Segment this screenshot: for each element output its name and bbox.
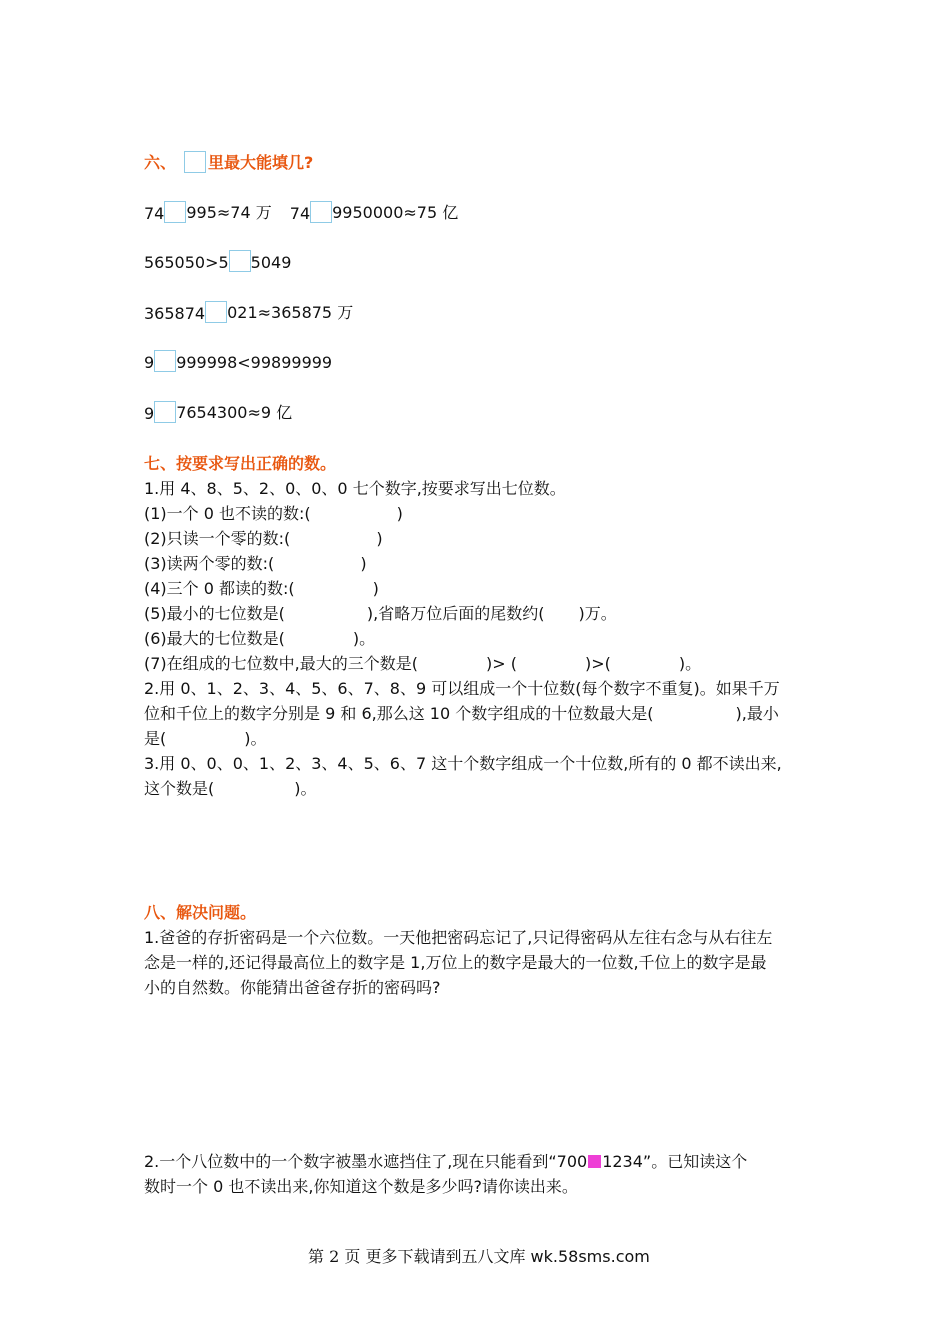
s6-item-2-after: 9950000≈75 亿 bbox=[332, 203, 459, 222]
s7-p4-text: (4)三个 0 都读的数:( bbox=[144, 579, 295, 598]
s6-item-3-before: 565050>5 bbox=[144, 253, 229, 272]
section-7-heading: 七、按要求写出正确的数。 bbox=[144, 454, 337, 473]
s7-q3-line-1: 3.用 0、0、0、1、2、3、4、5、6、7 这十个数字组成一个十位数,所有的 0 都不读出来, bbox=[144, 754, 782, 773]
s7-q1-part-2 bbox=[144, 526, 383, 549]
s6-item-4-after: 021≈365875 万 bbox=[227, 303, 354, 322]
s6-item-1-row bbox=[144, 200, 458, 223]
footer-link[interactable]: wk.58sms.com bbox=[530, 1247, 650, 1266]
s7-p5-mid: ),省略万位后面的尾数约( bbox=[366, 604, 545, 623]
s7-p7-sep1: )> ( bbox=[486, 654, 517, 673]
s6-item-1-box[interactable] bbox=[164, 201, 186, 223]
s6-item-4-row bbox=[144, 300, 353, 323]
s7-p7-sep2: )>( bbox=[584, 654, 611, 673]
s7-q1-part-7 bbox=[144, 651, 701, 674]
s6-item-5-before: 9 bbox=[144, 353, 155, 372]
s7-p2-text: (2)只读一个零的数:( bbox=[144, 529, 291, 548]
s8-q2-line-2: 数时一个 0 也不读出来,你知道这个数是多少吗?请你读出来。 bbox=[144, 1177, 578, 1196]
section-8-heading: 八、解决问题。 bbox=[144, 903, 257, 922]
s6-item-5-after: 999998<99899999 bbox=[176, 353, 333, 372]
s7-q2-line-3 bbox=[144, 726, 267, 749]
s6-item-6-box[interactable] bbox=[154, 401, 176, 423]
s7-p6-text: (6)最大的七位数是( bbox=[144, 629, 285, 648]
s8-q1-line-2: 念是一样的,还记得最高位上的数字是 1,万位上的数字是最大的一位数,千位上的数字是最 bbox=[144, 953, 767, 972]
s7-p7-text: (7)在组成的七位数中,最大的三个数是( bbox=[144, 654, 418, 673]
s6-item-5-box[interactable] bbox=[154, 350, 176, 372]
s6-item-2-before: 74 bbox=[289, 204, 311, 223]
s7-p3-close: ) bbox=[360, 554, 367, 573]
s6-item-6-row bbox=[144, 400, 292, 423]
s7-p6-close: )。 bbox=[352, 629, 376, 648]
s7-q1-part-5 bbox=[144, 601, 617, 624]
s7-p7-end: )。 bbox=[678, 654, 702, 673]
s7-p1-close: ) bbox=[396, 504, 403, 523]
s7-p3-text: (3)读两个零的数:( bbox=[144, 554, 275, 573]
s7-q1-part-3 bbox=[144, 551, 367, 574]
s7-q1-part-4 bbox=[144, 576, 379, 599]
s6-item-6-before: 9 bbox=[144, 404, 155, 423]
s7-q2-line-1: 2.用 0、1、2、3、4、5、6、7、8、9 可以组成一个十位数(每个数字不重复)。如果千万 bbox=[144, 679, 780, 698]
s8-q2-line-1 bbox=[144, 1149, 747, 1172]
s6-item-6-after: 7654300≈9 亿 bbox=[176, 403, 293, 422]
s7-q1-intro: 1.用 4、8、5、2、0、0、0 七个数字,按要求写出七位数。 bbox=[144, 479, 566, 498]
s6-item-4-before: 365874 bbox=[144, 304, 206, 323]
s6-item-2-box[interactable] bbox=[310, 201, 332, 223]
s7-q1-part-1 bbox=[144, 501, 403, 524]
s6-item-5-row bbox=[144, 350, 332, 372]
s7-q2-l3-text: 是( bbox=[144, 729, 167, 748]
section-6-heading-suffix: 里最大能填几? bbox=[208, 153, 314, 172]
s7-p2-close: ) bbox=[376, 529, 383, 548]
s7-p5-end: )万。 bbox=[578, 604, 617, 623]
s8-q2-l1-end: 1234”。已知读这个 bbox=[602, 1152, 748, 1171]
s8-q1-line-1: 1.爸爸的存折密码是一个六位数。一天他把密码忘记了,只记得密码从左往右念与从右往左 bbox=[144, 928, 773, 947]
s6-item-1-before: 74 bbox=[144, 204, 165, 223]
ink-blot-icon bbox=[588, 1155, 601, 1168]
s7-p1-text: (1)一个 0 也不读的数:( bbox=[144, 504, 311, 523]
s6-item-3-box[interactable] bbox=[229, 250, 251, 272]
s8-q1-line-3: 小的自然数。你能猜出爸爸存折的密码吗? bbox=[144, 978, 441, 997]
s7-q2-l3-end: )。 bbox=[244, 729, 267, 748]
s7-q3-l2-end: )。 bbox=[294, 779, 317, 798]
s7-q2-l2-text: 位和千位上的数字分别是 9 和 6,那么这 10 个数字组成的十位数最大是( bbox=[144, 704, 654, 723]
footer-text: 第 2 页 更多下载请到五八文库 bbox=[308, 1247, 526, 1266]
s7-p4-close: ) bbox=[372, 579, 379, 598]
s7-q3-l2-text: 这个数是( bbox=[144, 779, 215, 798]
s6-item-1-after: 995≈74 万 bbox=[186, 203, 272, 222]
s6-item-3-row bbox=[144, 250, 291, 272]
s7-p5-text: (5)最小的七位数是( bbox=[144, 604, 285, 623]
page-footer bbox=[308, 1244, 650, 1267]
s7-q1-part-6 bbox=[144, 626, 375, 649]
s6-item-3-after: 5049 bbox=[250, 253, 292, 272]
s7-q2-line-2 bbox=[144, 701, 779, 724]
answer-box[interactable] bbox=[184, 151, 206, 173]
s7-q3-line-2 bbox=[144, 776, 317, 799]
s6-item-4-box[interactable] bbox=[205, 301, 227, 323]
s7-q2-l2-end: ),最小 bbox=[735, 704, 779, 723]
section-6-heading-prefix: 六、 bbox=[144, 153, 177, 172]
section-6-heading bbox=[144, 150, 313, 173]
s8-q2-l1-text: 2.一个八位数中的一个数字被墨水遮挡住了,现在只能看到“700 bbox=[144, 1152, 588, 1171]
